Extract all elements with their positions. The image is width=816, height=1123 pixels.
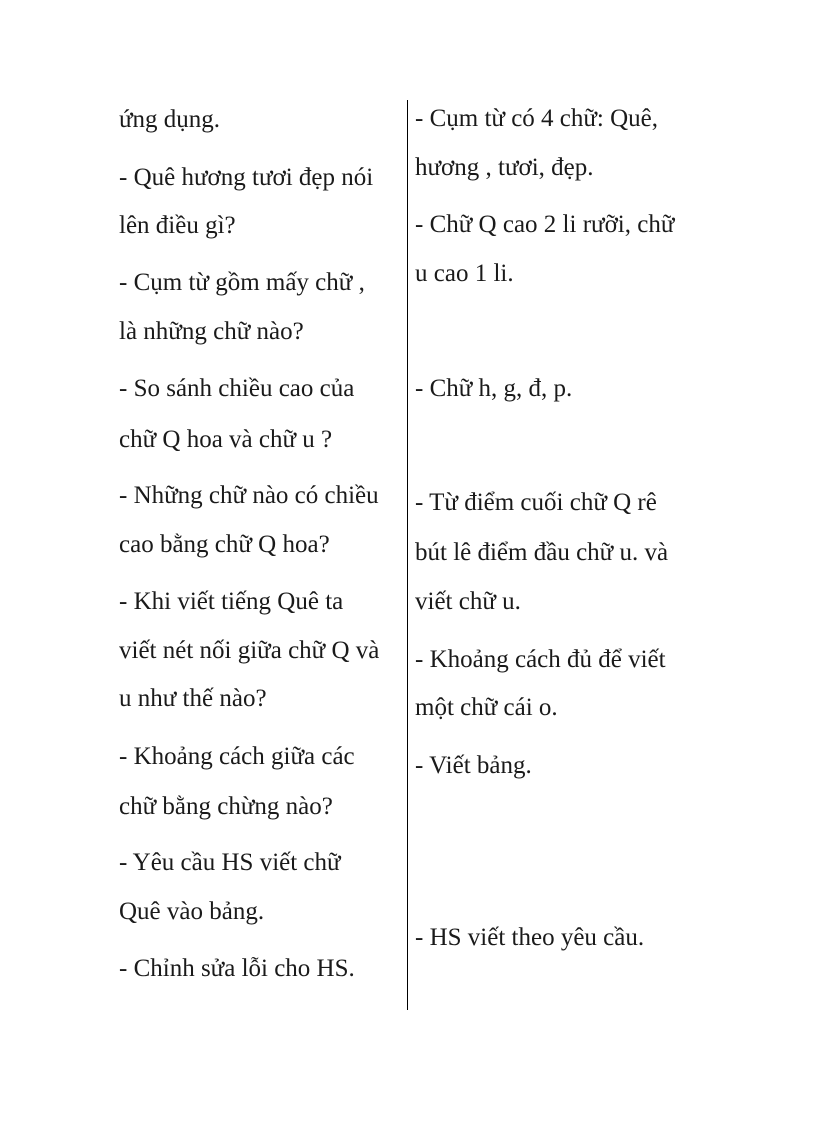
teacher-line: cao bằng chữ Q hoa? [119, 531, 330, 558]
student-line: - Chữ h, g, đ, p. [415, 375, 573, 402]
teacher-line: u như thế nào? [119, 685, 267, 712]
teacher-line: - Cụm từ gồm mấy chữ , [119, 269, 365, 296]
teacher-line: là những chữ nào? [119, 318, 304, 345]
teacher-line: Quê vào bảng. [119, 898, 265, 925]
teacher-line: lên điều gì? [119, 212, 236, 239]
teacher-line: - Khoảng cách giữa các [119, 743, 355, 770]
student-line: - Viết bảng. [415, 752, 532, 779]
student-line: hương , tươi, đẹp. [415, 154, 594, 181]
student-line: bút lê điểm đầu chữ u. và [415, 539, 669, 566]
teacher-line: - So sánh chiều cao của [119, 375, 355, 402]
student-line: - Chữ Q cao 2 li rưỡi, chữ [415, 211, 675, 238]
student-line: một chữ cái o. [415, 694, 558, 721]
teacher-line: - Yêu cầu HS viết chữ [119, 849, 341, 876]
teacher-line: chữ Q hoa và chữ u ? [119, 426, 333, 453]
teacher-line: chữ bằng chừng nào? [119, 793, 333, 820]
teacher-line: - Khi viết tiếng Quê ta [119, 588, 344, 615]
student-line: viết chữ u. [415, 588, 521, 615]
student-line: - HS viết theo yêu cầu. [415, 924, 645, 951]
teacher-line: - Những chữ nào có chiều [119, 482, 379, 509]
teacher-line: - Quê hương tươi đẹp nói [119, 164, 374, 191]
student-line: u cao 1 li. [415, 260, 514, 287]
column-divider [407, 100, 408, 1010]
teacher-line: ứng dụng. [119, 106, 221, 133]
teacher-line: - Chỉnh sửa lỗi cho HS. [119, 955, 355, 982]
teacher-line: viết nét nối giữa chữ Q và [119, 637, 380, 664]
student-line: - Cụm từ có 4 chữ: Quê, [415, 105, 659, 132]
student-line: - Khoảng cách đủ để viết [415, 646, 666, 673]
student-line: - Từ điểm cuối chữ Q rê [415, 489, 657, 516]
